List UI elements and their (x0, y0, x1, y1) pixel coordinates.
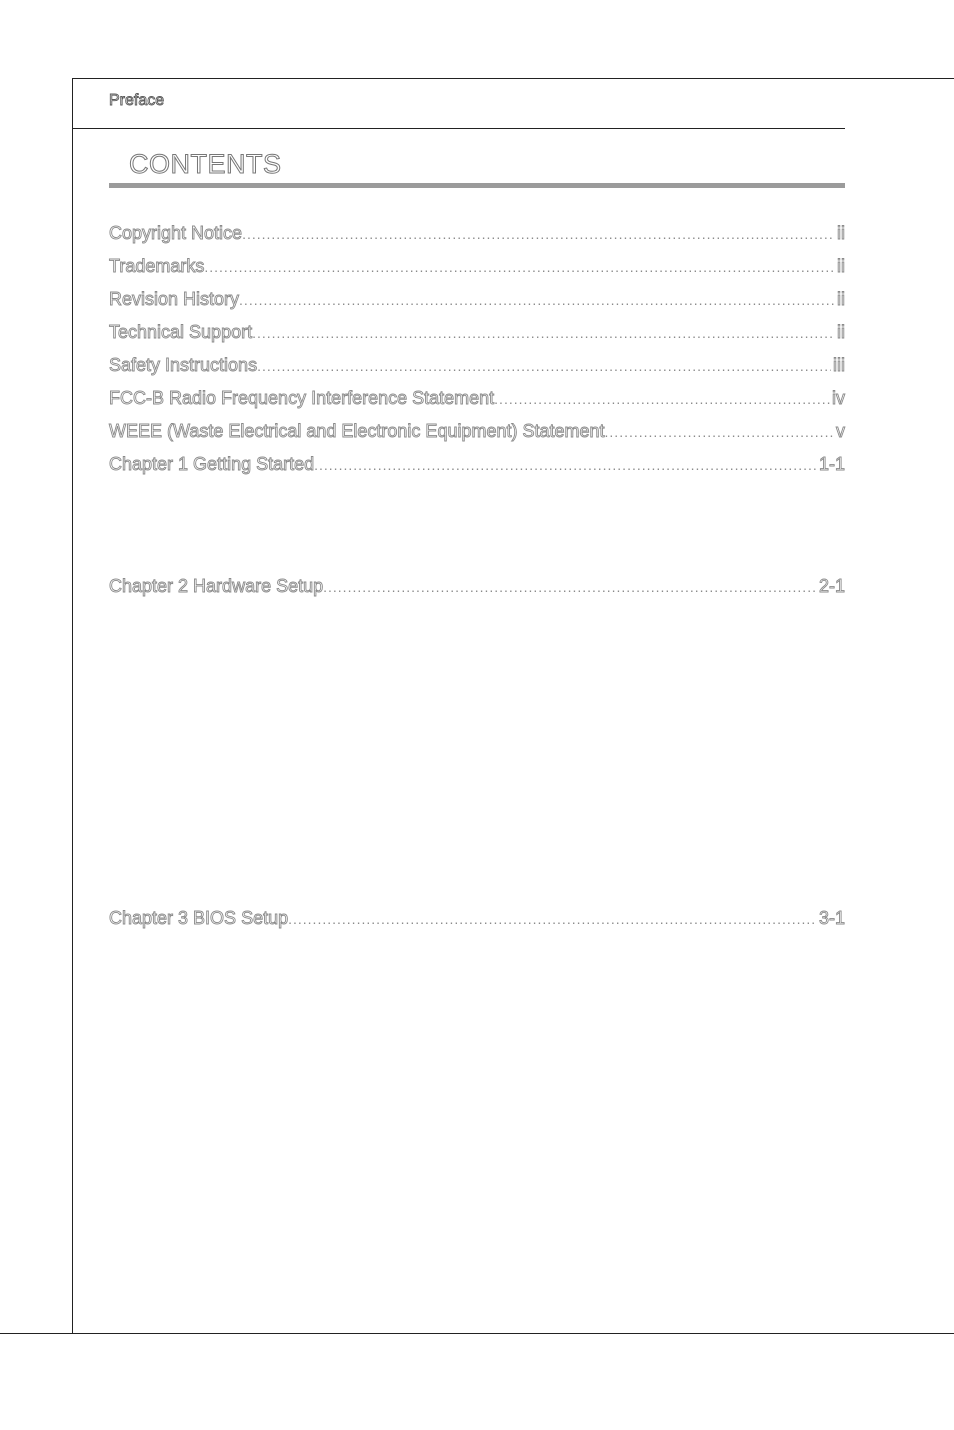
toc-entry-revision-history[interactable] (109, 289, 845, 313)
toc-leader-dots (314, 457, 817, 473)
toc-entry-page: iv (832, 388, 845, 408)
toc-entry-chapter-2[interactable] (109, 576, 845, 600)
toc-entry-label: FCC-B Radio Frequency Interference Statement (109, 388, 495, 408)
section-label: Preface (109, 92, 165, 109)
toc-entry-page: 2-1 (818, 576, 845, 596)
toc-entry-page: 3-1 (818, 908, 845, 928)
toc-entry-page: ii (837, 223, 845, 243)
header-divider (72, 128, 845, 129)
bottom-border-rule (0, 1333, 954, 1334)
toc-entry-label: Chapter 3 BIOS Setup (109, 908, 289, 928)
toc-entry-page: v (836, 421, 845, 441)
toc-entry-label: Chapter 2 Hardware Setup (109, 576, 324, 596)
toc-leader-dots (239, 292, 835, 308)
toc-entry-label: Copyright Notice (109, 223, 243, 243)
toc-entry-label: WEEE (Waste Electrical and Electronic Equipment) Statement (109, 421, 605, 441)
toc-entry-weee-statement[interactable] (109, 421, 845, 445)
toc-entry-copyright-notice[interactable] (109, 223, 845, 247)
page-title: CONTENTS (129, 149, 282, 179)
toc-entry-technical-support[interactable] (109, 322, 845, 346)
left-border-rule (72, 78, 73, 1334)
toc-entry-chapter-1[interactable] (109, 454, 845, 478)
toc-entry-page: ii (837, 256, 845, 276)
title-underline (109, 183, 845, 188)
toc-entry-page: ii (837, 289, 845, 309)
toc-entry-safety-instructions[interactable] (109, 355, 845, 379)
toc-entry-label: Trademarks (109, 256, 205, 276)
toc-leader-dots (323, 579, 817, 595)
toc-entry-label: Revision History (109, 289, 240, 309)
toc-entry-chapter-3[interactable] (109, 908, 845, 932)
toc-leader-dots (605, 424, 834, 440)
toc-entry-label: Chapter 1 Getting Started (109, 454, 315, 474)
toc-leader-dots (288, 911, 817, 927)
toc-entry-page: 1-1 (818, 454, 845, 474)
toc-entry-page: iii (833, 355, 845, 375)
toc-leader-dots (494, 391, 830, 407)
toc-entry-label: Safety Instructions (109, 355, 258, 375)
toc-entry-trademarks[interactable] (109, 256, 845, 280)
toc-entry-fcc-statement[interactable] (109, 388, 845, 412)
top-border-rule (72, 78, 954, 79)
toc-leader-dots (204, 259, 835, 275)
toc-leader-dots (252, 325, 835, 341)
toc-entry-label: Technical Support (109, 322, 253, 342)
toc-entry-page: ii (837, 322, 845, 342)
toc-leader-dots (257, 358, 831, 374)
toc-leader-dots (242, 226, 835, 242)
